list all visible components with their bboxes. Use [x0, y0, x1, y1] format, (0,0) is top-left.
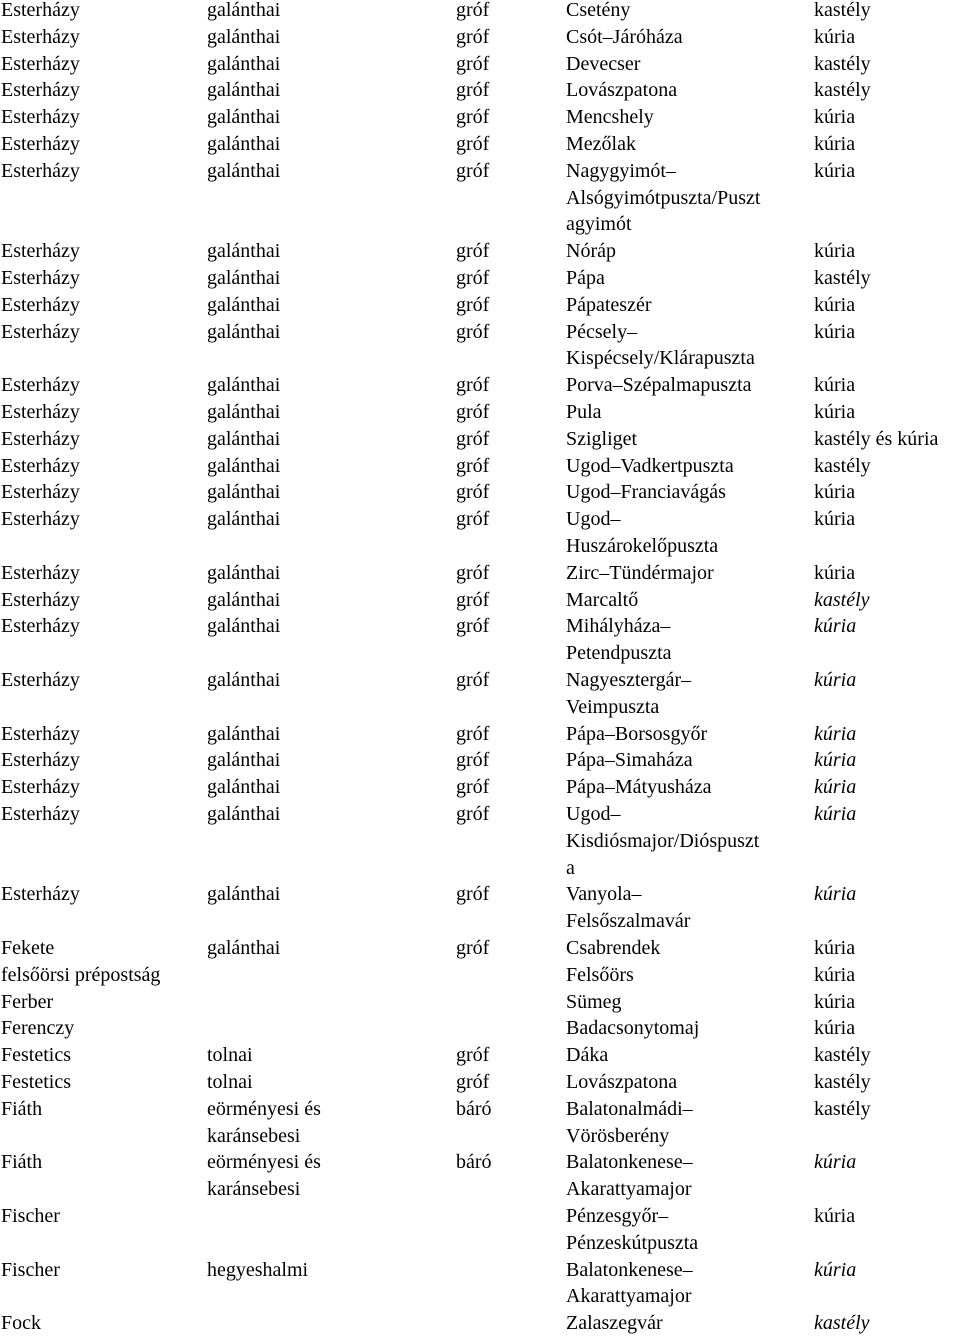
table-row: [0, 506, 960, 560]
table-row: [0, 238, 960, 265]
place-cell: Csabrendek: [566, 937, 661, 959]
place-cell: Nóráp: [566, 240, 616, 263]
prefix-cell: galánthai: [207, 669, 281, 691]
prefix-cell: galánthai: [207, 588, 281, 611]
rank-cell: gróf: [456, 588, 490, 611]
rank-cell: gróf: [456, 79, 490, 102]
place-cell: Nagygyimót– Alsógyimótpuszta/Puszt agyimót: [566, 159, 761, 236]
table-row: [0, 560, 960, 587]
family-cell: Esterházy: [1, 481, 80, 504]
family-cell: Esterházy: [1, 803, 80, 825]
prefix-cell: galánthai: [207, 293, 281, 316]
family-cell: Ferenczy: [1, 1017, 75, 1040]
rank-cell: gróf: [456, 133, 490, 155]
family-cell: Esterházy: [1, 133, 80, 155]
prefix-cell: galánthai: [207, 133, 281, 155]
family-cell: Esterházy: [1, 776, 80, 799]
place-cell: Ugod–Vadkertpuszta: [566, 454, 734, 477]
rank-cell: gróf: [456, 508, 490, 531]
place-cell: Balatonkenese– Akarattyamajor: [566, 1151, 693, 1201]
table-row: [0, 1257, 960, 1311]
place-cell: Balatonkenese– Akarattyamajor: [566, 1258, 693, 1308]
family-cell: Esterházy: [1, 508, 80, 531]
place-cell: Csetény: [566, 0, 631, 21]
rank-cell: gróf: [456, 1071, 490, 1093]
place-cell: Pénzesgyőr– Pénzeskútpuszta: [566, 1205, 699, 1254]
place-cell: Lovászpatona: [566, 1071, 678, 1093]
table-row: [0, 399, 960, 426]
prefix-cell: eörményesi és karánsebesi: [207, 1097, 321, 1147]
type-cell: kúria: [814, 561, 856, 584]
type-cell: kúria: [814, 320, 856, 343]
rank-cell: gróf: [456, 669, 490, 691]
rank-cell: gróf: [456, 481, 490, 504]
family-cell: Esterházy: [1, 374, 80, 397]
prefix-cell: galánthai: [207, 374, 281, 397]
rank-cell: gróf: [456, 401, 490, 423]
family-cell: Esterházy: [1, 25, 80, 48]
rank-cell: gróf: [456, 240, 490, 263]
prefix-cell: galánthai: [207, 883, 281, 906]
prefix-cell: eörményesi és karánsebesi: [207, 1151, 321, 1201]
type-cell: kúria: [814, 401, 856, 423]
type-cell: kastély: [814, 79, 871, 102]
table-row: [0, 989, 960, 1016]
table-row: [0, 1042, 960, 1069]
family-cell: Fekete: [1, 937, 55, 959]
rank-cell: gróf: [456, 267, 490, 289]
type-cell: kúria: [814, 803, 857, 825]
table-row: [0, 881, 960, 935]
prefix-cell: galánthai: [207, 937, 281, 959]
place-cell: Mihályháza– Petendpuszta: [566, 615, 672, 665]
place-cell: Sümeg: [566, 990, 622, 1013]
table-row: [0, 1015, 960, 1042]
type-cell: kastély és kúria: [814, 427, 939, 450]
place-cell: Devecser: [566, 52, 641, 75]
table-row: [0, 372, 960, 399]
type-cell: kúria: [814, 133, 856, 155]
family-cell: Esterházy: [1, 106, 80, 129]
prefix-cell: galánthai: [207, 561, 281, 584]
place-cell: Zirc–Tündérmajor: [566, 561, 714, 584]
type-cell: kúria: [814, 1258, 857, 1281]
rank-cell: gróf: [456, 561, 490, 584]
family-cell: Fischer: [1, 1258, 60, 1281]
prefix-cell: galánthai: [207, 508, 281, 531]
place-cell: Pápa–Simaháza: [566, 749, 693, 772]
table-row: [0, 962, 960, 989]
type-cell: kastély: [814, 454, 871, 477]
place-cell: Balatonalmádi– Vörösberény: [566, 1097, 693, 1147]
place-cell: Csót–Járóháza: [566, 25, 683, 48]
place-cell: Mencshely: [566, 106, 654, 129]
type-cell: kúria: [814, 883, 857, 906]
type-cell: kastély: [814, 52, 871, 75]
type-cell: kastély: [814, 1071, 871, 1093]
family-cell: Ferber: [1, 990, 54, 1013]
type-cell: kúria: [814, 615, 857, 638]
table-row: [0, 426, 960, 453]
place-cell: Lovászpatona: [566, 79, 678, 102]
type-cell: kúria: [814, 722, 857, 745]
rank-cell: gróf: [456, 293, 490, 316]
type-cell: kúria: [814, 1205, 856, 1227]
type-cell: kúria: [814, 106, 856, 129]
prefix-cell: galánthai: [207, 320, 281, 343]
rank-cell: gróf: [456, 0, 490, 21]
prefix-cell: galánthai: [207, 401, 281, 423]
rank-cell: gróf: [456, 52, 490, 75]
prefix-cell: galánthai: [207, 106, 281, 129]
place-cell: Pécsely– Kispécsely/Klárapuszta: [566, 320, 755, 370]
place-cell: Dáka: [566, 1044, 609, 1067]
type-cell: kúria: [814, 481, 856, 504]
type-cell: kastély: [814, 1312, 870, 1335]
table-row: [0, 1149, 960, 1203]
family-cell: Esterházy: [1, 561, 80, 584]
prefix-cell: galánthai: [207, 803, 281, 825]
rank-cell: gróf: [456, 106, 490, 129]
type-cell: kúria: [814, 508, 856, 531]
type-cell: kúria: [814, 25, 856, 48]
family-cell: Esterházy: [1, 722, 80, 745]
rank-cell: gróf: [456, 159, 490, 182]
place-cell: Pápateszér: [566, 293, 652, 316]
table-row: [0, 1096, 960, 1150]
place-cell: Pápa: [566, 267, 605, 289]
place-cell: Pápa–Borsosgyőr: [566, 722, 708, 745]
place-cell: Porva–Szépalmapuszta: [566, 374, 752, 397]
type-cell: kúria: [814, 669, 857, 691]
table-row: [0, 158, 960, 238]
rank-cell: gróf: [456, 374, 490, 397]
type-cell: kastély: [814, 0, 871, 21]
place-cell: Ugod– Huszárokelőpuszta: [566, 508, 719, 557]
rank-cell: gróf: [456, 883, 490, 906]
family-cell: Fiáth: [1, 1097, 43, 1120]
table-row: [0, 265, 960, 292]
table-row: [0, 77, 960, 104]
family-cell: Esterházy: [1, 454, 80, 477]
family-cell: Esterházy: [1, 79, 80, 102]
type-cell: kúria: [814, 159, 856, 182]
family-cell: Esterházy: [1, 669, 80, 691]
table-row: [0, 104, 960, 131]
prefix-cell: galánthai: [207, 427, 281, 450]
type-cell: kúria: [814, 963, 856, 986]
place-cell: Nagyesztergár– Veimpuszta: [566, 669, 692, 718]
type-cell: kastély: [814, 267, 871, 289]
rank-cell: gróf: [456, 937, 490, 959]
family-cell: Esterházy: [1, 401, 80, 423]
type-cell: kúria: [814, 1151, 857, 1174]
type-cell: kastély: [814, 588, 870, 611]
family-cell: Fiáth: [1, 1151, 43, 1174]
prefix-cell: galánthai: [207, 481, 281, 504]
prefix-cell: galánthai: [207, 615, 281, 638]
family-cell: Esterházy: [1, 52, 80, 75]
place-cell: Felsőörs: [566, 963, 634, 986]
rank-cell: gróf: [456, 776, 490, 799]
prefix-cell: hegyeshalmi: [207, 1258, 309, 1281]
type-cell: kúria: [814, 749, 857, 772]
place-cell: Badacsonytomaj: [566, 1017, 700, 1040]
type-cell: kastély: [814, 1097, 871, 1120]
family-cell: Festetics: [1, 1071, 71, 1093]
place-cell: Marcaltő: [566, 588, 639, 611]
prefix-cell: galánthai: [207, 240, 281, 263]
table-row: [0, 453, 960, 480]
prefix-cell: galánthai: [207, 52, 281, 75]
rank-cell: gróf: [456, 749, 490, 772]
table-row: [0, 587, 960, 614]
family-cell: Esterházy: [1, 320, 80, 343]
prefix-cell: galánthai: [207, 267, 281, 289]
rank-cell: gróf: [456, 320, 490, 343]
rank-cell: báró: [456, 1097, 492, 1120]
prefix-cell: galánthai: [207, 0, 281, 21]
rank-cell: gróf: [456, 25, 490, 48]
place-cell: Vanyola– Felsőszalmavár: [566, 883, 691, 933]
family-cell: Esterházy: [1, 883, 80, 906]
prefix-cell: galánthai: [207, 25, 281, 48]
table-row: [0, 319, 960, 373]
table-row: [0, 131, 960, 158]
family-cell: Esterházy: [1, 159, 80, 182]
rank-cell: gróf: [456, 454, 490, 477]
prefix-cell: tolnai: [207, 1071, 253, 1093]
rank-cell: gróf: [456, 615, 490, 638]
family-cell: Fock: [1, 1312, 41, 1335]
family-cell: Esterházy: [1, 615, 80, 638]
type-cell: kastély: [814, 1044, 871, 1067]
family-cell: Esterházy: [1, 427, 80, 450]
table-row: [0, 721, 960, 748]
family-cell: Esterházy: [1, 588, 80, 611]
prefix-cell: galánthai: [207, 722, 281, 745]
family-cell: Festetics: [1, 1044, 71, 1067]
family-cell: Esterházy: [1, 749, 80, 772]
place-cell: Pápa–Mátyusháza: [566, 776, 712, 799]
table-row: [0, 801, 960, 881]
family-cell: Esterházy: [1, 267, 80, 289]
table-row: [0, 292, 960, 319]
rank-cell: gróf: [456, 722, 490, 745]
family-cell: felsőörsi prépostság: [1, 963, 161, 986]
place-cell: Szigliget: [566, 427, 638, 450]
table-row: [0, 1069, 960, 1096]
table-row: [0, 0, 960, 24]
family-cell: Esterházy: [1, 293, 80, 316]
table-row: [0, 51, 960, 78]
rank-cell: gróf: [456, 427, 490, 450]
place-cell: Pula: [566, 401, 602, 423]
family-cell: Fischer: [1, 1205, 60, 1227]
rank-cell: gróf: [456, 803, 490, 825]
place-cell: Ugod–Franciavágás: [566, 481, 726, 504]
table-row: [0, 24, 960, 51]
table-row: [0, 479, 960, 506]
type-cell: kúria: [814, 240, 856, 263]
place-cell: Ugod– Kisdiósmajor/Dióspuszt a: [566, 803, 760, 879]
prefix-cell: tolnai: [207, 1044, 253, 1067]
table-row: [0, 613, 960, 667]
type-cell: kúria: [814, 776, 857, 799]
prefix-cell: galánthai: [207, 79, 281, 102]
table-row: [0, 667, 960, 721]
prefix-cell: galánthai: [207, 749, 281, 772]
prefix-cell: galánthai: [207, 159, 281, 182]
table-row: [0, 1203, 960, 1257]
family-cell: Esterházy: [1, 0, 80, 21]
rank-cell: gróf: [456, 1044, 490, 1067]
table-row: [0, 774, 960, 801]
table-row: [0, 1310, 960, 1337]
family-cell: Esterházy: [1, 240, 80, 263]
table-row: [0, 935, 960, 962]
type-cell: kúria: [814, 293, 856, 316]
prefix-cell: galánthai: [207, 776, 281, 799]
type-cell: kúria: [814, 1017, 856, 1040]
place-cell: Mezőlak: [566, 133, 636, 155]
type-cell: kúria: [814, 374, 856, 397]
type-cell: kúria: [814, 990, 856, 1013]
rank-cell: báró: [456, 1151, 492, 1174]
table-row: [0, 747, 960, 774]
type-cell: kúria: [814, 937, 856, 959]
place-cell: Zalaszegvár: [566, 1312, 663, 1335]
prefix-cell: galánthai: [207, 454, 281, 477]
